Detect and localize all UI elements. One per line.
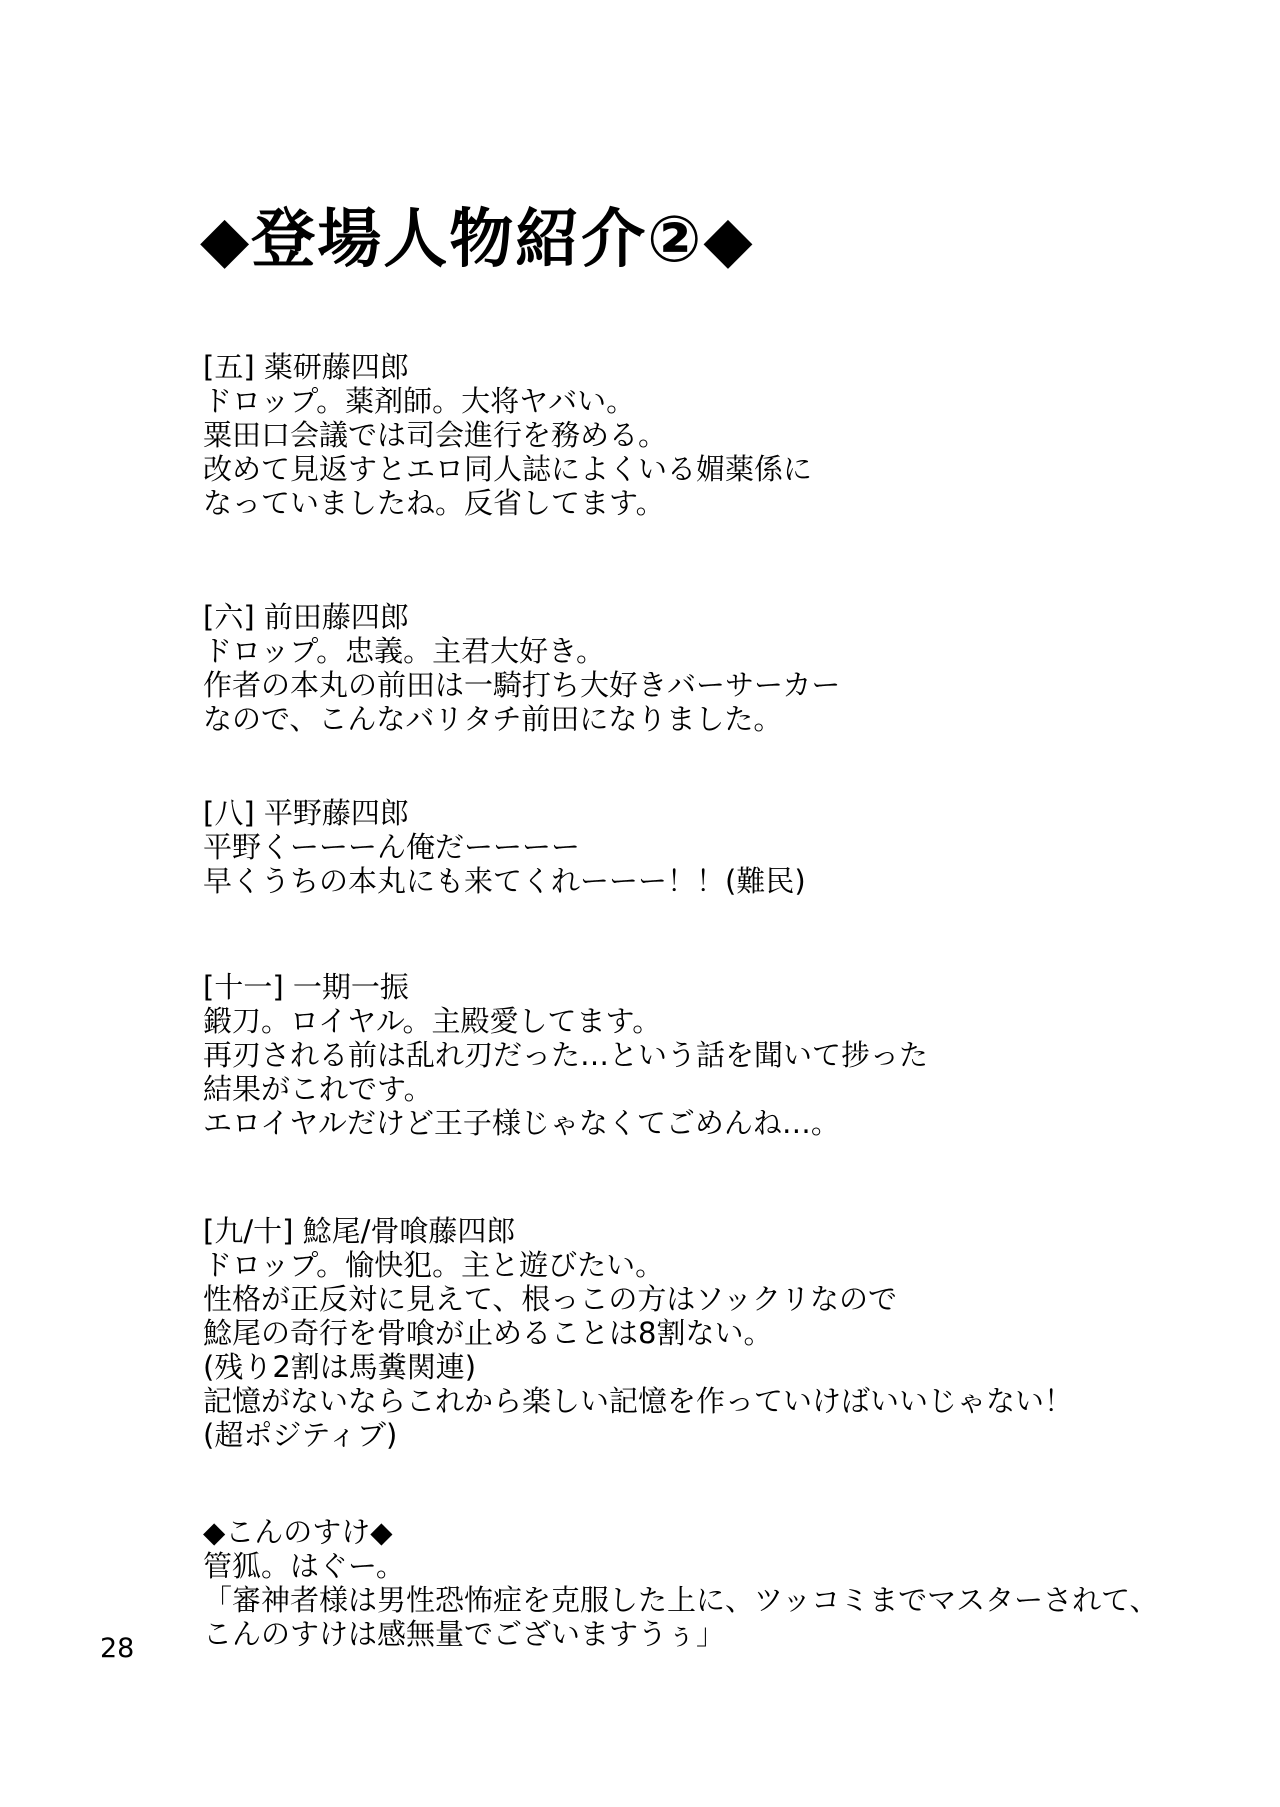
- entry-line: 管狐。はぐー。: [203, 1549, 405, 1583]
- entry-line: (超ポジティブ): [203, 1418, 398, 1452]
- character-entry-namazuo-honebami: [203, 1214, 1073, 1452]
- entry-heading: [五] 薬研藤四郎: [203, 350, 409, 384]
- character-entry-hirano: [203, 796, 806, 898]
- entry-line: 鯰尾の奇行を骨喰が止めることは8割ない。: [203, 1316, 773, 1350]
- entry-line: (残り2割は馬糞関連): [203, 1350, 477, 1384]
- entry-line: ドロップ。忠義。主君大好き。: [203, 634, 605, 668]
- entry-heading: [九/十] 鯰尾/骨喰藤四郎: [203, 1214, 516, 1248]
- page-number: 28: [100, 1633, 135, 1664]
- character-entry-yagen: [203, 350, 812, 520]
- entry-line: なっていましたね。反省してます。: [203, 486, 665, 520]
- entry-line: 粟田口会議では司会進行を務める。: [203, 418, 668, 452]
- entry-line: 平野くーーーん俺だーーーー: [203, 830, 581, 864]
- entry-line: ドロップ。愉快犯。主と遊びたい。: [203, 1248, 665, 1282]
- entry-line: 「審神者様は男性恐怖症を克服した上に、ツッコミまでマスターされて、: [203, 1583, 1159, 1617]
- entry-line: 記憶がないならこれから楽しい記憶を作っていけばいいじゃない！: [203, 1384, 1074, 1418]
- entry-line: ドロップ。薬剤師。大将ヤバい。: [203, 384, 636, 418]
- entry-heading: ◆こんのすけ◆: [203, 1515, 393, 1549]
- entry-line: 鍛刀。ロイヤル。主殿愛してます。: [203, 1004, 662, 1038]
- entry-line: 早くうちの本丸にも来てくれーーー！！(難民): [203, 864, 806, 898]
- entry-line: 結果がこれです。: [203, 1072, 433, 1106]
- entry-line: 再刃される前は乱れ刃だった…という話を聞いて捗った: [203, 1038, 929, 1072]
- entry-heading: [六] 前田藤四郎: [203, 600, 409, 634]
- entry-heading: [十一] 一期一振: [203, 970, 409, 1004]
- page-title: ◆登場人物紹介②◆: [200, 203, 755, 277]
- entry-line: エロイヤルだけど王子様じゃなくてごめんね…。: [203, 1106, 840, 1140]
- entry-line: 改めて見返すとエロ同人誌によくいる媚薬係に: [203, 452, 813, 486]
- entry-line: 作者の本丸の前田は一騎打ち大好きバーサーカー: [203, 668, 841, 702]
- entry-line: こんのすけは感無量でございますうぅ」: [203, 1617, 726, 1651]
- entry-heading: [八] 平野藤四郎: [203, 796, 409, 830]
- character-entry-konnosuke: [203, 1515, 1159, 1651]
- character-entry-ichigo: [203, 970, 928, 1140]
- entry-line: 性格が正反対に見えて、根っこの方はソックリなので: [203, 1282, 897, 1316]
- entry-line: なので、こんなバリタチ前田になりました。: [203, 702, 783, 736]
- character-entry-maeda: [203, 600, 840, 736]
